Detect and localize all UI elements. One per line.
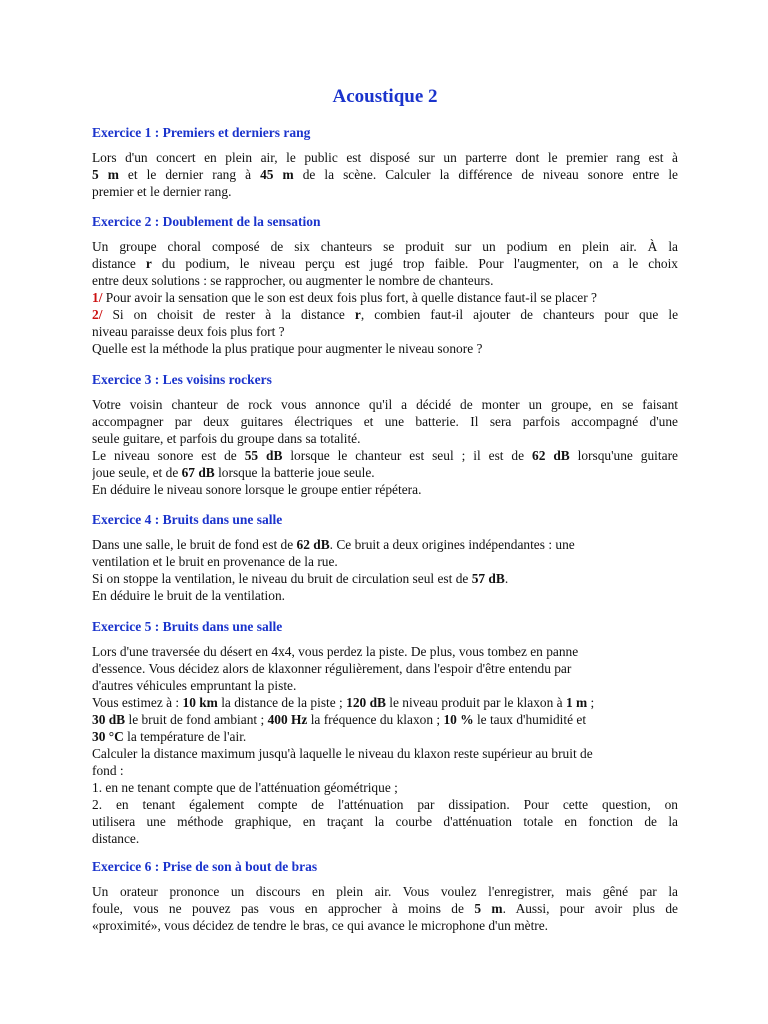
text-line: Lors d'une traversée du désert en 4x4, vous perdez la piste. De plus, vous tombez en panne (92, 644, 579, 659)
text-line: Si on stoppe la ventilation, le niveau du bruit de circulation seul est de 57 dB. (92, 571, 509, 586)
text-line: Un groupe choral composé de six chanteurs se produit sur un podium en plein air. À la (92, 239, 678, 254)
exercise-1-text (92, 149, 678, 200)
exercise-1-heading: Exercice 1 : Premiers et derniers rang (92, 125, 311, 140)
text-line: 30 °C la température de l'air. (92, 729, 247, 744)
text-line: Lors d'un concert en plein air, le public est disposé sur un parterre dont le premier rang est à (92, 150, 678, 165)
text-line: distance. (92, 831, 140, 846)
exercise-6-text (92, 883, 678, 934)
text-line: 30 dB le bruit de fond ambiant ; 400 Hz la fréquence du klaxon ; 10 % le taux d'humidité et (92, 712, 587, 727)
exercise-2-heading: Exercice 2 : Doublement de la sensation (92, 214, 321, 229)
text-line: premier et le dernier rang. (92, 184, 232, 199)
question-2: 2/ Si on choisit de rester à la distance r, combien faut-il ajouter de chanteurs pour que le (92, 307, 678, 322)
text-line: Dans une salle, le bruit de fond est de 62 dB. Ce bruit a deux origines indépendantes : une (92, 537, 575, 552)
text-line: 5 m et le dernier rang à 45 m de la scène. Calculer la différence de niveau sonore entre le (92, 167, 678, 182)
text-line: accompagner par deux guitares électriques et une batterie. Il sera parfois accompagné d'une (92, 414, 678, 429)
text-line: niveau paraisse deux fois plus fort ? (92, 324, 285, 339)
text-line: d'essence. Vous décidez alors de klaxonner régulièrement, dans l'espoir d'être entendu par (92, 661, 572, 676)
text-line: joue seule, et de 67 dB lorsque la batterie joue seule. (92, 465, 375, 480)
question-3: Quelle est la méthode la plus pratique pour augmenter le niveau sonore ? (92, 341, 483, 356)
exercise-2-text (92, 238, 678, 357)
exercise-3-text (92, 396, 678, 498)
exercise-3-heading: Exercice 3 : Les voisins rockers (92, 372, 272, 387)
text-line: Vous estimez à : 10 km la distance de la piste ; 120 dB le niveau produit par le klaxon à 1 m ; (92, 695, 595, 710)
exercise-5-heading: Exercice 5 : Bruits dans une salle (92, 619, 283, 634)
text-line: Calculer la distance maximum jusqu'à laquelle le niveau du klaxon reste supérieur au bruit de (92, 746, 593, 761)
text-line: entre deux solutions : se rapprocher, ou augmenter le nombre de chanteurs. (92, 273, 494, 288)
list-item: 2. en tenant également compte de l'atténuation par dissipation. Pour cette question, on (92, 797, 678, 812)
text-line: fond : (92, 763, 124, 778)
text-line: ventilation et le bruit en provenance de la rue. (92, 554, 338, 569)
page-title: Acoustique 2 (332, 86, 438, 107)
text-line: distance r du podium, le niveau perçu est jugé trop faible. Pour l'augmenter, on a le choix (92, 256, 678, 271)
text-line: Un orateur prononce un discours en plein air. Vous voulez l'enregistrer, mais gêné par la (92, 884, 678, 899)
exercise-6-heading: Exercice 6 : Prise de son à bout de bras (92, 859, 318, 874)
text-line: Le niveau sonore est de 55 dB lorsque le chanteur est seul ; il est de 62 dB lorsqu'une guitare (92, 448, 678, 463)
exercise-4-text (92, 536, 678, 604)
text-line: d'autres véhicules empruntant la piste. (92, 678, 297, 693)
text-line: «proximité», vous décidez de tendre le bras, ce qui avance le microphone d'un mètre. (92, 918, 549, 933)
text-line: utilisera une méthode graphique, en traçant la courbe d'atténuation totale en fonction de la (92, 814, 678, 829)
list-item: 1. en ne tenant compte que de l'atténuation géométrique ; (92, 780, 398, 795)
text-line: En déduire le bruit de la ventilation. (92, 588, 285, 603)
exercise-5-text (92, 643, 678, 847)
text-line: En déduire le niveau sonore lorsque le groupe entier répétera. (92, 482, 422, 497)
text-line: Votre voisin chanteur de rock vous annonce qu'il a décidé de monter un groupe, en se faisant (92, 397, 678, 412)
exercise-4-heading: Exercice 4 : Bruits dans une salle (92, 512, 283, 527)
question-1: 1/ Pour avoir la sensation que le son est deux fois plus fort, à quelle distance faut-il se placer ? (92, 290, 597, 305)
text-line: seule guitare, et parfois du groupe dans sa totalité. (92, 431, 361, 446)
text-line: foule, vous ne pouvez pas vous en approcher à moins de 5 m. Aussi, pour avoir plus de (92, 901, 678, 916)
